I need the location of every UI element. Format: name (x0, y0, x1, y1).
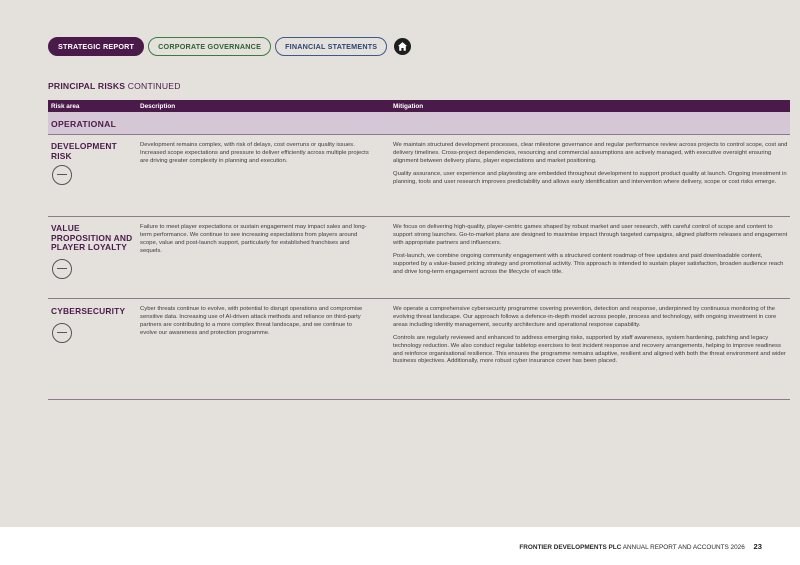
mitigation-paragraph: Post-launch, we combine ongoing community engagement with a structured content roadmap of free updates and paid downloadable content, supported by a value-based pricing strategy and promotional activity. This approach is intended to sustain player satisfaction, broaden audience reach and drive long-term engagement across the lifecycle of each title. (393, 252, 784, 275)
section-nav (48, 37, 411, 56)
page-footer (519, 542, 762, 551)
risk-mitigation (393, 224, 789, 276)
tab-strategic-report[interactable]: STRATEGIC REPORT (48, 37, 144, 56)
table-row (48, 299, 790, 400)
table-header (48, 100, 790, 112)
risk-mitigation (393, 142, 789, 187)
risk-area-name: DEVELOPMENT RISK (51, 141, 117, 161)
table-row (48, 217, 790, 299)
page-title-main: PRINCIPAL RISKS (48, 81, 126, 91)
minus-circle-icon (52, 323, 72, 343)
footer-report-title: ANNUAL REPORT AND ACCOUNTS 2026 (622, 544, 745, 551)
tab-financial-statements[interactable]: FINANCIAL STATEMENTS (275, 37, 387, 56)
mitigation-paragraph: We focus on delivering high-quality, player-centric games shaped by robust market and user research, with careful control of scope and content to support strong launches. Go-to-market plans are designed to maximise impact through targeted campaigns, aligned platform releases and engagement with appropriate partners and influencers. (393, 224, 788, 246)
category-label: OPERATIONAL (51, 119, 117, 129)
principal-risks-table (48, 100, 790, 400)
home-button[interactable] (394, 38, 411, 55)
risk-description: Development remains complex, with risk of delays, cost overruns or quality issues. Increased scope expectations and pressure to deliver efficiently across multiple projects are driving greater complexity in planning and execution. (140, 142, 369, 164)
header-risk-area: Risk area (51, 102, 80, 110)
mitigation-paragraph: Quality assurance, user experience and playtesting are embedded throughout development to support product quality at launch. Ongoing investment in planning, tools and user research improves predictability and allows early identification and intervention where delivery, scope or cost risks emerge. (393, 170, 787, 185)
minus-circle-icon (52, 259, 72, 279)
header-mitigation: Mitigation (393, 102, 424, 110)
mitigation-paragraph: We maintain structured development processes, clear milestone governance and regular performance review across projects to control scope, cost and delivery timelines. Cross-project dependencies, resourcing and commercial assumptions are actively managed, with executive oversight ensuring alignment between delivery plans, player expectations and market positioning. (393, 142, 788, 164)
page-title (48, 81, 181, 91)
home-icon (397, 41, 408, 52)
page-number: 23 (753, 542, 762, 551)
risk-mitigation (393, 306, 789, 366)
page-title-continued: CONTINUED (127, 81, 181, 91)
footer-company: FRONTIER DEVELOPMENTS PLC (519, 544, 622, 551)
category-row (48, 112, 790, 135)
mitigation-paragraph: We operate a comprehensive cybersecurity programme covering prevention, detection and response, underpinned by continuous monitoring of the evolving threat landscape. Our approach follows a defence-in-depth model across people, process and technology, with ongoing investment in core areas including identity management, security architecture and operational response capability. (393, 306, 777, 328)
mitigation-paragraph: Controls are regularly reviewed and enhanced to address emerging risks, supported by staff awareness, system hardening, patching and legacy technology reduction. We also conduct regular tabletop exercises to test incident response and recovery arrangements, helping to improve readiness and reinforce organisational resilience. This ensures the programme remains adaptive, resilient and aligned with both the threat environment and wider business objectives. Additionally, more robust cyber insurance cover has been placed. (393, 334, 786, 365)
risk-description: Failure to meet player expectations or sustain engagement may impact sales and long-term performance. We continue to see increasing expectations from players around scope, value and post-launch support, particularly for established franchises and sequels. (140, 224, 367, 254)
risk-area-name: VALUE PROPOSITION AND PLAYER LOYALTY (51, 223, 133, 253)
risk-description: Cyber threats continue to evolve, with potential to disrupt operations and compromise sensitive data. Increasing use of AI-driven attack methods and reliance on third-party partners are contributing to a more complex threat landscape, and we continue to evolve our awareness and protection programme. (140, 306, 363, 336)
tab-corporate-governance[interactable]: CORPORATE GOVERNANCE (148, 37, 271, 56)
table-row (48, 135, 790, 217)
risk-area-name: CYBERSECURITY (51, 306, 126, 316)
minus-circle-icon (52, 165, 72, 185)
header-description: Description (140, 102, 176, 110)
